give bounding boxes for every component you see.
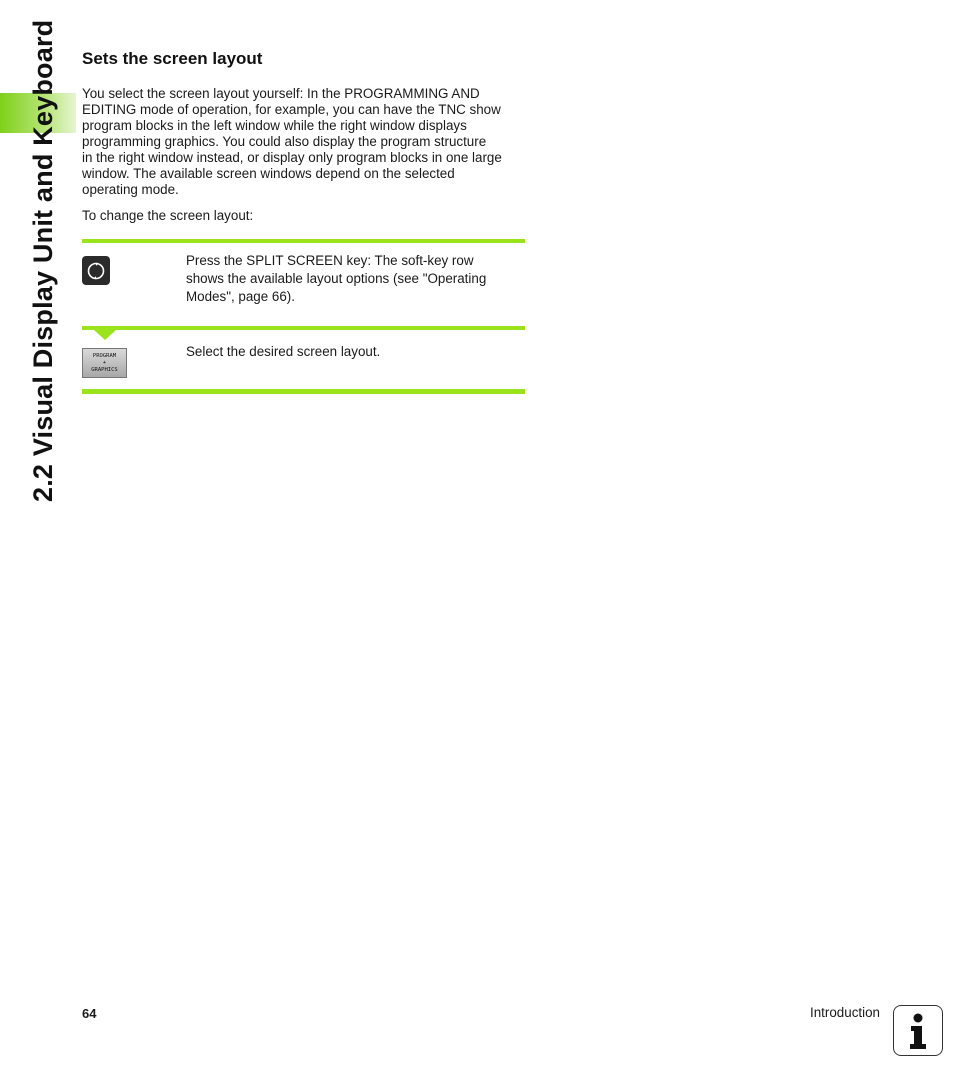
program-graphics-softkey — [82, 348, 127, 378]
step-1-line: Modes", page 66). — [186, 289, 295, 304]
intro-line: program blocks in the left window while the right window displays — [82, 118, 467, 133]
chapter-title: 2.2 Visual Display Unit and Keyboard — [28, 19, 58, 502]
split-screen-key-icon — [82, 256, 110, 285]
step-arrow-icon — [94, 330, 116, 340]
page-number: 64 — [82, 1006, 97, 1021]
footer-label: Introduction — [810, 1005, 880, 1020]
step-divider-middle — [82, 326, 525, 330]
chapter-sidebar — [24, 19, 64, 510]
softkey-line: GRAPHICS — [91, 366, 118, 373]
step-divider-top — [82, 239, 525, 243]
intro-line: programming graphics. You could also display the program structure — [82, 134, 487, 149]
intro-line: operating mode. — [82, 182, 179, 197]
step-2-line: Select the desired screen layout. — [186, 344, 381, 359]
intro-line: in the right window instead, or display only program blocks in one large — [82, 150, 502, 165]
intro-line: EDITING mode of operation, for example, you can have the TNC show — [82, 102, 501, 117]
step-1-line: shows the available layout options (see "Operating — [186, 271, 487, 286]
step-1-description — [186, 252, 526, 306]
info-icon — [893, 1005, 943, 1056]
step-2-description — [186, 343, 526, 361]
intro-line: window. The available screen windows depend on the selected — [82, 166, 455, 181]
step-divider-bottom — [82, 389, 525, 394]
section-heading: Sets the screen layout — [82, 49, 263, 68]
intro-line: You select the screen layout yourself: In the PROGRAMMING AND — [82, 86, 480, 101]
softkey-line: PROGRAM — [92, 352, 117, 359]
instruction-text: To change the screen layout: — [82, 208, 254, 223]
intro-paragraph — [82, 86, 527, 198]
softkey-line: + — [102, 359, 107, 366]
step-1-line: Press the SPLIT SCREEN key: The soft-key row — [186, 253, 474, 268]
